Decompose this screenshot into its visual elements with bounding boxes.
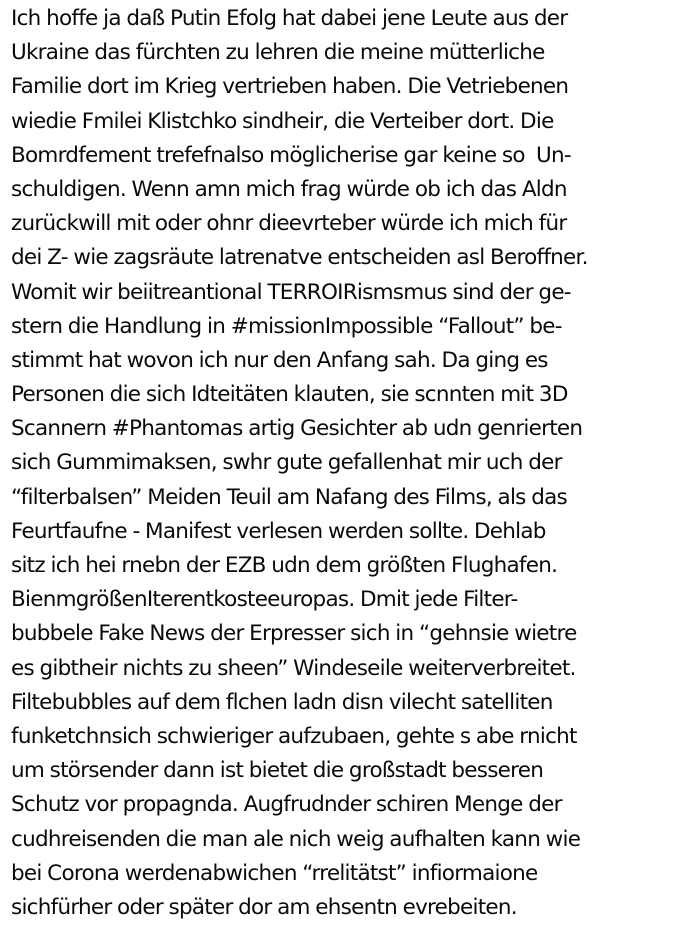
text-line: stern die Handlung in #missionImpossible “Fallout” be- bbox=[11, 313, 562, 339]
text-line: wiedie Fmilei Klistchko sindheir, die Verteiber dort. Die bbox=[11, 108, 554, 134]
body-text bbox=[11, 2, 683, 925]
text-line: Scannern #Phantomas artig Gesichter ab udn genrierten bbox=[11, 416, 583, 442]
text-line: stimmt hat wovon ich nur den Anfang sah. Da ging es bbox=[11, 347, 548, 373]
text-line: schuldigen. Wenn amn mich frag würde ob ich das Aldn bbox=[11, 176, 567, 202]
text-line: es gibtheir nichts zu sheen” Windeseile weiterverbreitet. bbox=[11, 655, 576, 681]
text-line: Ukraine das fürchten zu lehren die meine mütterliche bbox=[11, 40, 545, 66]
text-line: Womit wir beiitreantional TERROIRismsmus sind der ge- bbox=[11, 279, 571, 305]
text-line: cudhreisenden die man ale nich weig aufhalten kann wie bbox=[11, 826, 581, 852]
text-line: bubbele Fake News der Erpresser sich in “gehnsie wietre bbox=[11, 621, 577, 647]
text-line: sichfürher oder später dor am ehsentn evrebeiten. bbox=[11, 894, 517, 920]
text-line: Filtebubbles auf dem flchen ladn disn vilecht satelliten bbox=[11, 689, 553, 715]
text-line: Bomrdfement trefefnalso möglicherise gar keine so Un- bbox=[11, 142, 571, 168]
text-line: zurückwill mit oder ohnr dieevrteber würde ich mich für bbox=[11, 211, 567, 237]
text-line: um störsender dann ist bietet die großstadt besseren bbox=[11, 758, 544, 784]
text-line: dei Z- wie zagsräute latrenatve entscheiden asl Beroffner. bbox=[11, 245, 588, 271]
text-line: Schutz vor propagnda. Augfrudnder schiren Menge der bbox=[11, 792, 562, 818]
text-line: Ich hoffe ja daß Putin Efolg hat dabei jene Leute aus der bbox=[11, 6, 568, 31]
text-line: Familie dort im Krieg vertrieben haben. Die Vetriebenen bbox=[11, 74, 569, 100]
text-line: Feurtfaufne - Manifest verlesen werden sollte. Dehlab bbox=[11, 518, 546, 544]
text-line: bei Corona werdenabwichen “rrelitätst” infiormaione bbox=[11, 860, 538, 886]
text-line: sitz ich hei rnebn der EZB udn dem größten Flughafen. bbox=[11, 553, 558, 578]
text-line: Personen die sich Idteitäten klauten, sie scnnten mit 3D bbox=[11, 382, 568, 408]
text-line: BienmgrößenIterentkosteeuropas. Dmit jede Filter- bbox=[11, 587, 518, 613]
text-line: sich Gummimaksen, swhr gute gefallenhat mir uch der bbox=[11, 450, 562, 476]
text-line: “filterbalsen” Meiden Teuil am Nafang des Films, als das bbox=[11, 484, 567, 510]
text-line: funketchnsich schwieriger aufzubaen, gehte s abe rnicht bbox=[11, 723, 577, 749]
